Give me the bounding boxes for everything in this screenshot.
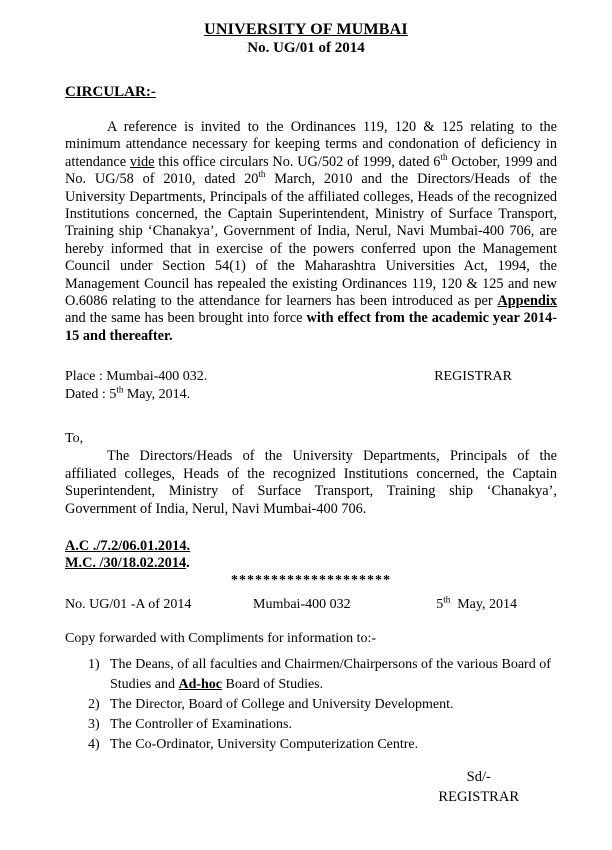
to-salutation: To, bbox=[65, 431, 84, 447]
circular-number: No. UG/01 of 2014 bbox=[247, 40, 365, 56]
ac-reference: A.C ./7.2/06.01.2014. bbox=[65, 537, 191, 554]
circular-ref-number: No. UG/01 -A of 2014 bbox=[65, 596, 192, 612]
list-item bbox=[65, 715, 557, 735]
document-title: UNIVERSITY OF MUMBAI bbox=[204, 21, 408, 38]
signature-block bbox=[438, 767, 519, 807]
copy-forwarded-intro: Copy forwarded with Compliments for information to:- bbox=[65, 630, 377, 646]
addressees-paragraph: The Directors/Heads of the University Departments, Principals of the affiliated colleges, Heads of the recognized Institutions concerned, the Captain Superintendent, Ministry of Surface Transport, Training ship ‘Chanakya’, Government of India, Nerul, Navi Mumbai-400 706. bbox=[65, 448, 557, 517]
list-item-text: The Deans, of all faculties and Chairmen/Chairpersons of the various Board of Studies and Ad-hoc Board of Studies. bbox=[110, 656, 551, 692]
main-paragraph: A reference is invited to the Ordinances 119, 120 & 125 relating to the minimum attendance necessary for keeping terms and condonation of deficiency in attendance vide this office circulars No. UG/502 of 1999, dated 6th October, 1999 and No. UG/58 of 2010, dated 20th March, 2010 and the Directors/Heads of the University Departments, Principals of the affiliated colleges, Heads of the recognized Institutions concerned, the Captain Superintendent, Ministry of Surface Transport, Training ship ‘Chanakya’, Government of India, Nerul, Navi Mumbai-400 706, are hereby informed that in exercise of the powers conferred upon the Management Council under Section 54(1) of the Maharashtra Universities Act, 1994, the Management Council has repealed the existing Ordinances 119, 120 & 125 and new O.6086 relating to the attendance for learners has been introduced as per Appendix and the same has been brought into force with effect from the academic year 2014-15 and thereafter. bbox=[65, 119, 557, 344]
reference-block bbox=[65, 538, 557, 572]
list-item bbox=[65, 695, 557, 715]
sd-label: Sd/- bbox=[466, 768, 491, 785]
signature-registrar-label: REGISTRAR bbox=[438, 788, 519, 805]
list-item bbox=[65, 735, 557, 755]
registrar-label: REGISTRAR bbox=[434, 369, 512, 385]
list-item-text: The Director, Board of College and University Development. bbox=[110, 696, 454, 712]
list-item-text: The Controller of Examinations. bbox=[110, 716, 292, 732]
place-registrar-row bbox=[65, 368, 557, 386]
list-item-text: The Co-Ordinator, University Computerization Centre. bbox=[110, 736, 419, 752]
list-item bbox=[65, 655, 557, 695]
circular-ref-row bbox=[65, 596, 557, 614]
dated-line: Dated : 5th May, 2014. bbox=[65, 384, 191, 403]
place-line: Place : Mumbai-400 032. bbox=[65, 369, 208, 385]
list-item-marker: 3) bbox=[88, 716, 100, 732]
list-item-marker: 4) bbox=[88, 736, 100, 752]
circular-ref-place: Mumbai-400 032 bbox=[253, 596, 351, 612]
circular-label: CIRCULAR:- bbox=[65, 84, 156, 100]
list-item-marker: 2) bbox=[88, 696, 100, 712]
copy-forwarded-list bbox=[65, 655, 557, 755]
list-item-marker: 1) bbox=[88, 656, 100, 672]
mc-reference: M.C. /30/18.02.2014. bbox=[65, 554, 190, 571]
document-header bbox=[55, 20, 557, 58]
asterisk-separator: ******************** bbox=[231, 572, 391, 588]
circular-ref-date: 5th May, 2014 bbox=[436, 594, 517, 612]
